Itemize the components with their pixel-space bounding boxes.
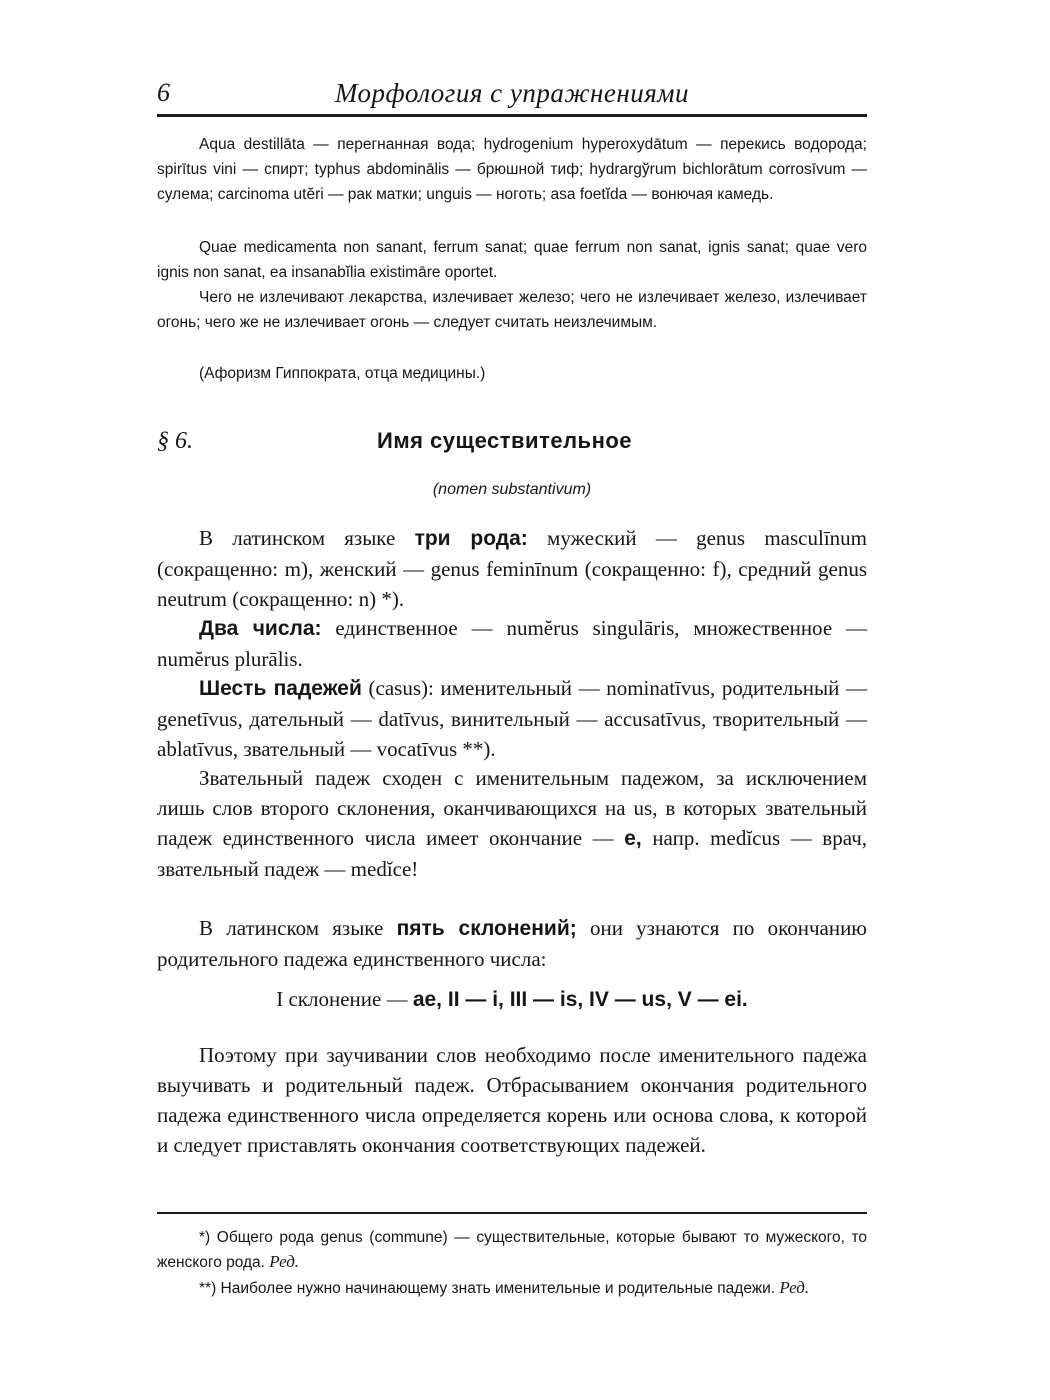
bold-term: пять склонений; [396,917,577,940]
text: они узнаются по окончанию родительного падежа единственного числа: [157,916,867,971]
section-title: Имя существительное [377,428,633,453]
running-title: Морфология с упражнениями [334,78,690,108]
text: напр. medĭcus — врач, звательный падеж — medĭce! [157,826,868,881]
declension-endings-list: ae, II — i, III — is, IV — us, V — ei. [412,988,748,1011]
footnote-1 [157,1226,867,1275]
editor-mark: Ред. [779,1278,810,1297]
text: В латинском языке [199,526,415,550]
section-subtitle: (nomen substantivum) [432,481,592,498]
footnote-2 [157,1276,867,1301]
aphorism-latin: Quae medicamenta non sanant, ferrum sanat; quae ferrum non sanat, ignis sanat; quae vero ignis non sanat, ea insanabĭlia existimāre oportet. [157,239,867,281]
page-number: 6 [157,78,170,107]
aphorism-russian: Чего не излечивают лекарства, излечивает железо; чего не излечивает железо, излечивает огонь; чего же не излечивает огонь — следует считать неизлечимым. [157,289,867,331]
text: мужеский — genus masculīnum (сокращенно: m), женский — genus feminīnum (сокращенно: f), средний genus neutrum (сокращенно: n) *). [157,526,867,611]
vocabulary-paragraph: Aqua destillāta — перегнанная вода; hydrogenium hyperoxydātum — перекись водорода; spirītus vini — спирт; typhus abdominālis — брюшной тиф; hydrargўrum bichlorātum corrosīvum — сулема; carcinoma utĕri — рак матки; unguis — ноготь; asa foetĭda — вонючая камедь. [157,136,867,203]
section-number: § 6. [157,428,193,454]
editor-mark: Ред. [269,1252,300,1271]
aphorism-attribution: (Афоризм Гиппократа, отца медицины.) [199,365,486,382]
section-heading [157,428,867,464]
bold-term: три рода: [414,527,528,550]
text: (casus): именительный — nominatīvus, родительный — genetīvus, дательный — datīvus, винительный — accusatīvus, творительный — ablatīvus, звательный — vocatīvus **). [157,676,868,761]
bold-term: Два числа: [199,617,322,640]
declensions-paragraph [157,913,867,974]
footnote-rule [157,1212,867,1214]
numbers-paragraph [157,613,867,674]
text: I склонение — [276,987,413,1011]
footnote-text: **) Наиболее нужно начинающему знать именительные и родительные падежи. [199,1280,780,1297]
declension-endings [157,987,867,1012]
genders-paragraph [157,523,867,614]
memorize-paragraph: Поэтому при заучивании слов необходимо после именительного падежа выучивать и родительный падеж. Отбрасыванием окончания родительного падежа единственного числа определяется корень или основа слова, к которой и следует приставлять окончания соответствующих падежей. [157,1043,867,1157]
bold-term: e, [624,827,642,850]
running-head [157,78,867,114]
text: единственное — numĕrus singulāris, множественное — numĕrus plurālis. [157,616,867,671]
cases-paragraph [157,673,867,764]
text: Звательный падеж сходен с именительным падежом, за исключением лишь слов второго склонения, оканчивающихся на us, в которых звательный падеж единственного числа имеет окончание — [157,766,867,850]
text: В латинском языке [199,916,397,940]
bold-term: Шесть падежей [199,677,362,700]
vocative-paragraph [157,763,867,884]
header-rule [157,114,867,117]
footnote-text: *) Общего рода genus (commune) — существительные, которые бывают то мужеского, то женского рода. [157,1229,867,1271]
